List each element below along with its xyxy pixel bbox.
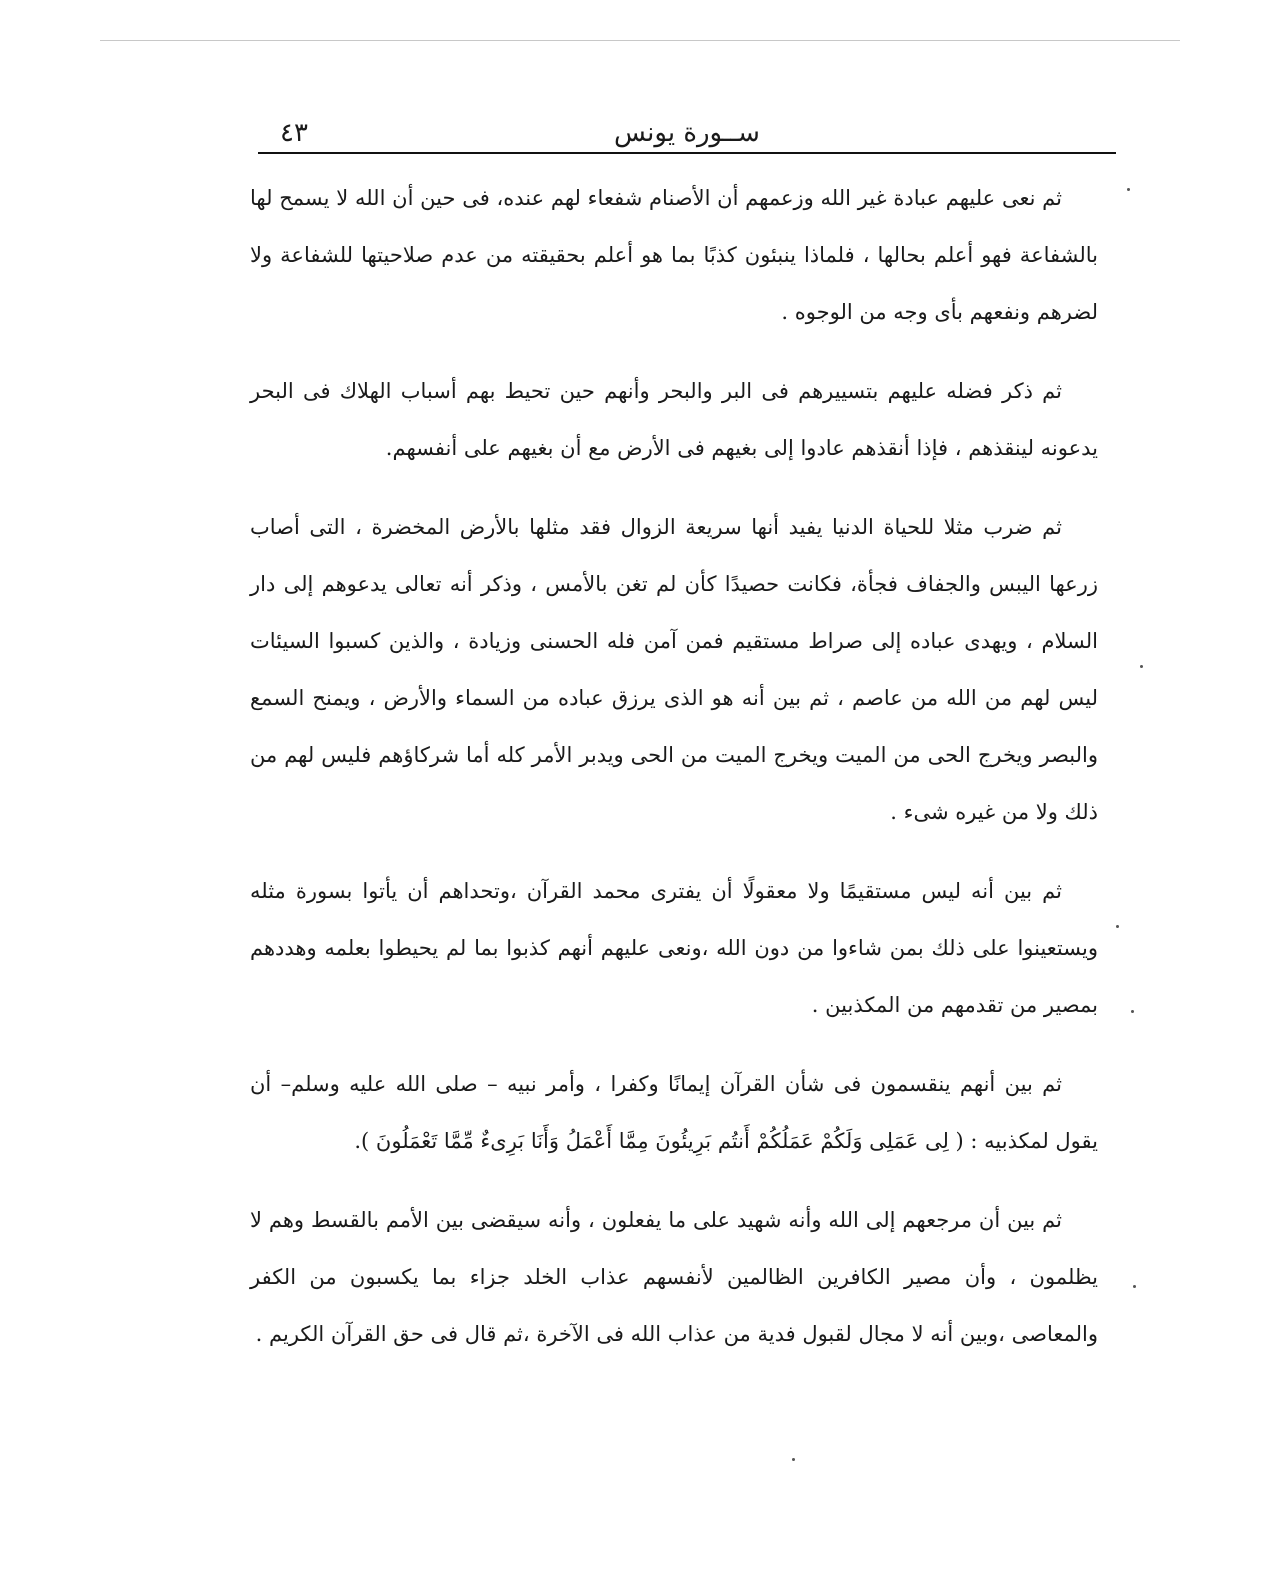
page-header <box>258 112 1116 154</box>
scan-top-edge <box>100 40 1180 41</box>
scan-speck <box>1133 1285 1136 1288</box>
paragraph-belief-and-disbelief: ثم بين أنهم ينقسمون فى شأن القرآن إيمانًا وكفرا ، وأمر نبيه – صلى الله عليه وسلم– أن يقول لمكذبيه : ( لِى عَمَلِى وَلَكُمْ عَمَلُكُمْ أَنتُم بَرِيئُونَ مِمَّا أَعْمَلُ وَأَنَا بَرِىءٌ مِّمَّا تَعْمَلُونَ ). <box>250 1072 1098 1153</box>
paragraph-idol-worship: ثم نعى عليهم عبادة غير الله وزعمهم أن الأصنام شفعاء لهم عنده، فى حين أن الله لا يسمح لها بالشفاعة فهو أعلم بحالها ، فلماذا ينبئون كذبًا بما هو أعلم بحقيقته من عدم صلاحيتها للشفاعة ولا لضرهم ونفعهم بأى وجه من الوجوه . <box>250 186 1098 324</box>
paragraph-land-and-sea: ثم ذكر فضله عليهم بتسييرهم فى البر والبحر وأنهم حين تحيط بهم أسباب الهلاك فى البحر يدعونه لينقذهم ، فإذا أنقذهم عادوا إلى بغيهم فى الأرض مع أن بغيهم على أنفسهم. <box>250 379 1098 460</box>
scan-speck <box>1127 188 1130 191</box>
paragraph-quran-challenge: ثم بين أنه ليس مستقيمًا ولا معقولًا أن يفترى محمد القرآن ،وتحداهم أن يأتوا بسورة مثله ويستعينوا على ذلك بمن شاءوا من دون الله ،ونعى عليهم أنهم كذبوا بما لم يحيطوا بعلمه وهددهم بمصير من تقدمهم من المكذبين . <box>250 879 1098 1017</box>
paragraph-parable-of-worldly-life: ثم ضرب مثلا للحياة الدنيا يفيد أنها سريعة الزوال فقد مثلها بالأرض المخضرة ، التى أصاب زرعها اليبس والجفاف فجأة، فكانت حصيدًا كأن لم تغن بالأمس ، وذكر أنه تعالى يدعوهم إلى دار السلام ، ويهدى عباده إلى صراط مستقيم فمن آمن فله الحسنى وزيادة ، والذين كسبوا السيئات ليس لهم من الله من عاصم ، ثم بين أنه هو الذى يرزق عباده من السماء والأرض ، ويمنح السمع والبصر ويخرج الحى من الميت ويخرج الميت من الحى ويدبر الأمر كله أما شركاؤهم فليس لهم من ذلك ولا من غيره شىء . <box>250 515 1098 824</box>
page-body <box>250 170 1098 1510</box>
paragraph-final-return: ثم بين أن مرجعهم إلى الله وأنه شهيد على ما يفعلون ، وأنه سيقضى بين الأمم بالقسط وهم لا يظلمون ، وأن مصير الكافرين الظالمين لأنفسهم عذاب الخلد جزاء بما يكسبون من الكفر والمعاصى ،وبين أنه لا مجال لقبول فدية من عذاب الله فى الآخرة ،ثم قال فى حق القرآن الكريم . <box>250 1208 1098 1346</box>
scan-speck <box>1116 925 1119 928</box>
scan-speck <box>792 1458 795 1461</box>
header-rule <box>258 152 1116 154</box>
running-title: ســورة يونس <box>614 118 760 148</box>
scan-speck <box>1131 1010 1134 1013</box>
scan-speck <box>1140 665 1143 668</box>
page-number: ٤٣ <box>280 118 308 148</box>
